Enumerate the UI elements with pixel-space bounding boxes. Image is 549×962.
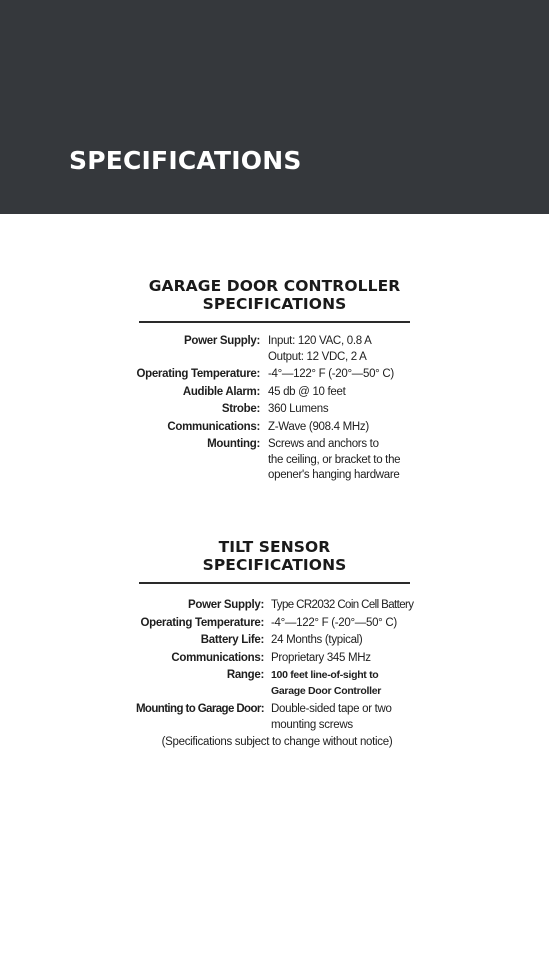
spec-label: Mounting: — [207, 438, 260, 450]
garage-controller-section — [139, 277, 410, 323]
spec-label: Power Supply: — [188, 599, 264, 611]
garage-section-title — [139, 277, 410, 313]
spec-value: Input: 120 VAC, 0.8 A Output: 12 VDC, 2 A — [268, 335, 372, 363]
disclaimer-note: (Specifications subject to change without notice) — [161, 736, 393, 748]
spec-label: Operating Temperature: — [136, 368, 260, 380]
garage-title-line1: GARAGE DOOR CONTROLLER — [148, 277, 401, 295]
spec-label: Strobe: — [221, 403, 260, 415]
garage-divider — [139, 321, 410, 323]
spec-value: Type CR2032 Coin Cell Battery — [271, 599, 414, 611]
spec-label: Operating Temperature: — [140, 617, 264, 629]
spec-label: Battery Life: — [200, 634, 264, 646]
page-header — [0, 0, 549, 214]
page-title: SPECIFICATIONS — [69, 146, 302, 175]
tilt-title-line1: TILT SENSOR — [218, 538, 331, 556]
spec-value: 24 Months (typical) — [271, 634, 363, 646]
tilt-section-title — [139, 538, 410, 574]
spec-label: Range: — [226, 669, 264, 681]
tilt-sensor-section — [139, 538, 410, 584]
spec-label: Mounting to Garage Door: — [135, 703, 264, 715]
spec-value: 45 db @ 10 feet — [268, 386, 346, 398]
spec-value: Proprietary 345 MHz — [271, 652, 371, 664]
tilt-divider — [139, 582, 410, 584]
garage-title-line2: SPECIFICATIONS — [202, 295, 347, 313]
spec-value: 360 Lumens — [268, 403, 329, 415]
spec-value: -4°—122° F (-20°—50° C) — [271, 617, 397, 629]
spec-value: 100 feet line-of-sight to Garage Door Controller — [271, 669, 382, 697]
spec-label: Communications: — [167, 421, 260, 433]
spec-value: -4°—122° F (-20°—50° C) — [268, 368, 394, 380]
spec-label: Power Supply: — [184, 335, 260, 347]
spec-value: Double-sided tape or two mounting screws — [271, 703, 392, 731]
spec-label: Communications: — [171, 652, 264, 664]
tilt-title-line2: SPECIFICATIONS — [202, 556, 347, 574]
spec-value: Z-Wave (908.4 MHz) — [268, 421, 369, 433]
spec-label: Audible Alarm: — [182, 386, 260, 398]
spec-value: Screws and anchors to the ceiling, or bracket to the opener's hanging hardware — [268, 438, 401, 481]
